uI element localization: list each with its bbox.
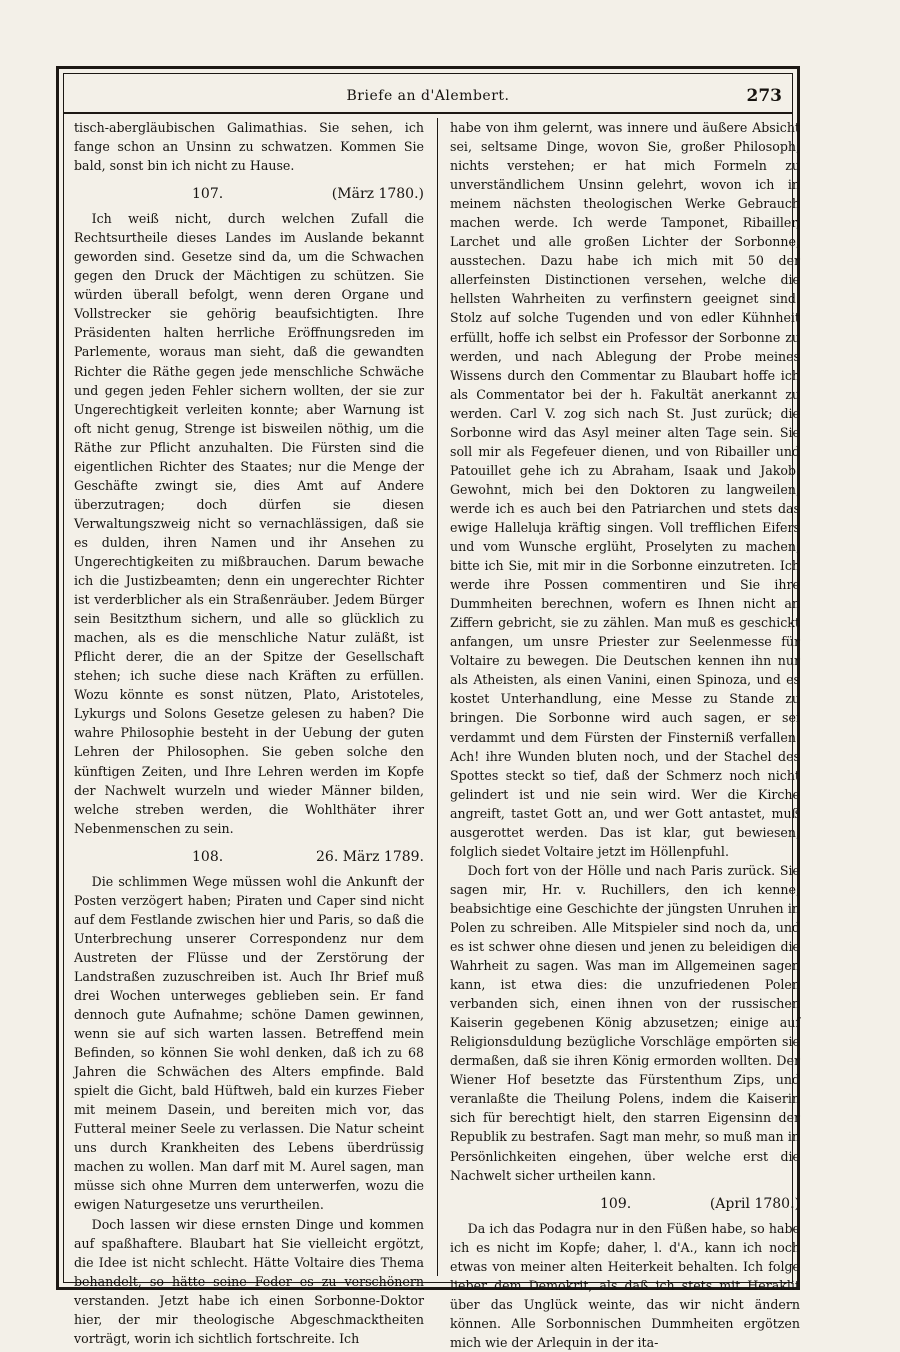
letter-109-body: Da ich das Podagra nur in den Füßen habe, so habe ich es nicht im Kopfe; daher, l. d'A., kann ich noch etwas von meiner alten Heiterkeit behalten. Ich folge lieber dem Demokrit, als daß ich stets mit Heraklit über das Unglück weinte, das wir nicht ändern können. Alle Sorbonnischen Dummheiten ergötzen mich wie der Arlequin in der ita-	[450, 1220, 800, 1350]
continued-paragraph: habe von ihm gelernt, was innere und äußere Absicht sei, seltsame Dinge, wovon Sie, großer Philosoph, nichts verstehen; er hat mich Formeln zu unverständlichem Unsinn gelehrt, wovon ich in meinem nächsten theologischen Werke Gebrauch machen werde. Ich werde Tamponet, Ribailler, Larchet und alle großen Lichter der Sorbonne, ausstechen. Dazu habe ich mich mit 50 der allerfeinsten Distinctionen versehen, welche die hellsten Wahrheiten zu verfinstern geeignet sind. Stolz auf solche Tugenden und von edler Kühnheit erfüllt, hoffe ich selbst ein Professor der Sorbonne zu werden, und nach Ablegung der Probe meines Wissens durch den Commentar zu Blaubart hoffe ich als Commentator bei der h. Fakultät anerkannt zu werden. Carl V. zog sich nach St. Just zurück; die Sorbonne wird das Asyl meiner alten Tage sein. Sie soll mir als Fegefeuer dienen, und von Ribailler und Patouillet gehe ich zu Abraham, Isaak und Jakob. Gewohnt, mich bei den Doktoren zu langweilen, werde ich es auch bei den Patriarchen und stets das ewige Halleluja kräftig singen. Voll trefflichen Eifers und vom Wunsche erglüht, Proselyten zu machen, bitte ich Sie, mit mir in die Sorbonne einzutreten. Ich werde ihre Possen commentiren und Sie ihre Dummheiten berechnen, wofern es Ihnen nicht an Ziffern gebricht, sie zu zählen. Man muß es geschickt anfangen, um unsre Priester zur Seelenmesse für Voltaire zu bewegen. Die Deutschen kennen ihn nur als Atheisten, als einen Vanini, einen Spinoza, und es kostet Unterhandlung, eine Messe zu Stande zu bringen. Die Sorbonne wird auch sagen, er sei verdammt und dem Fürsten der Finsterniß verfallen. Ach! ihre Wunden bluten noch, und der Stachel des Spottes steckt so tief, daß der Schmerz noch nicht gelindert ist und nie sein wird. Wer die Kirche angreift, tastet Gott an, und wer Gott antastet, muß ausgerottet werden. Das ist klar, gut bewiesen, folglich siedet Voltaire jetzt im Höllenpfuhl.	[450, 120, 800, 859]
letter-number: 108.	[192, 848, 224, 865]
opening-paragraph: tisch-abergläubischen Galimathias. Sie sehen, ich fange schon an Unsinn zu schwatzen. Kommen Sie bald, sonst bin ich nicht zu Hause.	[74, 120, 424, 174]
letter-107-heading	[74, 185, 424, 203]
left-column	[74, 118, 424, 1346]
letter-108-body-cont: Doch lassen wir diese ernsten Dinge und kommen auf spaßhaftere. Blaubart hat Sie vielleicht ergötzt, die Idee ist nicht schlecht. Hätte Voltaire dies Thema behandelt, so hätte seine Feder es zu verschönern verstanden. Jetzt habe ich einen Sorbonne-Doktor hier, der mir theologische Abgeschmacktheiten vorträgt, worin ich sichtlich fortschreite. Ich	[74, 1216, 424, 1346]
page-frame	[63, 73, 800, 1350]
running-head	[64, 82, 792, 114]
letter-109-heading	[450, 1195, 800, 1213]
right-column	[450, 118, 800, 1350]
letter-date: 26. März 1789.	[316, 848, 424, 865]
page-number: 273	[746, 86, 782, 106]
letter-108-body: Die schlimmen Wege müssen wohl die Ankunft der Posten verzögert haben; Piraten und Caper sind nicht auf dem Festlande zwischen hier und Paris, so daß die Unterbrechung unserer Correspondenz nur dem Austreten der Flüsse und der Zerstörung der Landstraßen zuzuschreiben ist. Auch Ihr Brief muß drei Wochen unterweges geblieben sein. Er fand dennoch gute Aufnahme; schöne Damen gewinnen, wenn sie auf sich warten lassen. Betreffend mein Befinden, so können Sie wohl denken, daß ich zu 68 Jahren die Schwächen des Alters empfinde. Bald spielt die Gicht, bald Hüftweh, bald ein kurzes Fieber mit meinem Dasein, und bereiten mich vor, das Futteral meiner Seele zu verlassen. Die Natur scheint uns durch Krankheiten des Lebens überdrüssig machen zu wollen. Man darf mit M. Aurel sagen, man müsse sich ohne Murren dem unterwerfen, wozu die ewigen Naturgesetze uns verurtheilen.	[74, 873, 424, 1213]
letter-date: (April 1780.)	[709, 1195, 800, 1212]
paragraph-paris: Doch fort von der Hölle und nach Paris zurück. Sie sagen mir, Hr. v. Ruchillers, den ich kenne, beabsichtige eine Geschichte der jüngsten Unruhen in Polen zu schreiben. Alle Mitspieler sind noch da, und es ist schwer ohne diesen und jenen zu beleidigen die Wahrheit zu sagen. Was man im Allgemeinen sagen kann, ist etwa dies: die unzufriedenen Polen verbanden sich, einen ihnen von der russischen Kaiserin gegebenen König abzusetzen; einige auf Religionsduldung bezügliche Vorschläge empörten sie dermaßen, daß sie ihren König ermorden wollten. Der Wiener Hof besetzte das Fürstenthum Zips, und veranlaßte die Theilung Polens, indem die Kaiserin sich für berechtigt hielt, den starren Eigensinn der Republik zu bestrafen. Sagt man mehr, so muß man in Persönlichkeiten eingehen, über welche erst die Nachwelt sicher urtheilen kann.	[450, 862, 800, 1183]
letter-date: (März 1780.)	[331, 186, 424, 203]
letter-107-body: Ich weiß nicht, durch welchen Zufall die Rechtsurtheile dieses Landes im Auslande bekannt geworden sind. Gesetze sind da, um die Schwachen gegen den Druck der Mächtigen zu schützen. Sie würden überall befolgt, wenn deren Organe und Vollstrecker sie gehörig beaufsichtigten. Ihre Präsidenten halten herrliche Eröffnungsreden im Parlemente, woraus man sieht, daß die gewandten Richter die Räthe gegen jede menschliche Schwäche und gegen jeden Fehler sichern wollten, der sie zur Ungerechtigkeit verleiten konnte; aber Warnung ist oft nicht genug, Strenge ist bisweilen nöthig, um die Räthe zur Pflicht anzuhalten. Die Fürsten sind die eigentlichen Richter des Staates; nur die Menge der Geschäfte zwingt sie, dies Amt auf Andere überzutragen; doch dürfen sie diesen Verwaltungszweig nicht so vernachlässigen, daß sie es dulden, ihren Namen und ihr Ansehen zu Ungerechtigkeiten zu mißbrauchen. Darum bewache ich die Justizbeamten; denn ein ungerechter Richter ist verderblicher als ein Straßenräuber. Jedem Bürger sein Besitzthum sichern, und alle so glücklich zu machen, als es die menschliche Natur zuläßt, ist Pflicht derer, die an der Spitze der Gesellschaft stehen; ich suche diese nach Kräften zu erfüllen. Wozu könnte es sonst nützen, Plato, Aristoteles, Lykurgs und Solons Gesetze gelesen zu haben? Die wahre Philosophie besteht in der Uebung der guten Lehren der Philosophen. Sie geben solche den künftigen Zeiten, und Ihre Lehren werden im Kopfe der Nachwelt wurzeln und wieder Männer bilden, welche streben werden, die Wohlthäter ihrer Nebenmenschen zu sein.	[74, 211, 424, 836]
letter-108-heading	[74, 848, 424, 866]
column-divider	[437, 118, 438, 1276]
running-title: Briefe an d'Alembert.	[346, 88, 510, 104]
book-page	[56, 66, 800, 1350]
letter-number: 109.	[600, 1195, 632, 1212]
letter-number: 107.	[192, 186, 224, 203]
